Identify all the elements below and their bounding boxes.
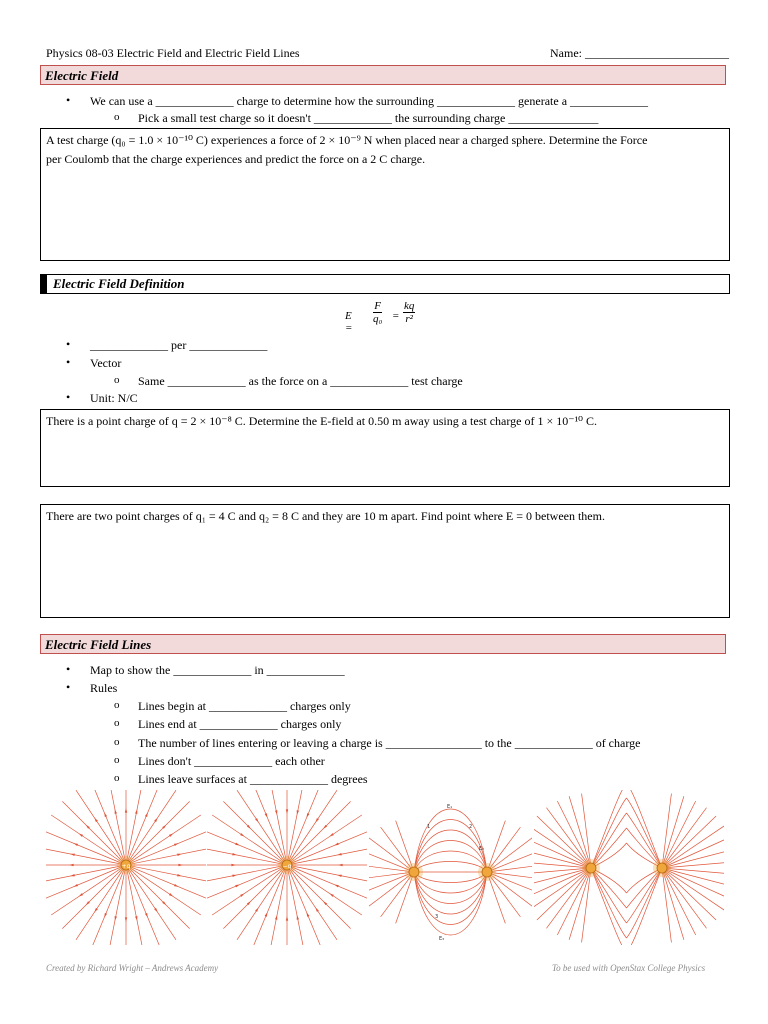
- section-heading-electric-field: [40, 65, 726, 85]
- sub-bullet-icon: o: [114, 754, 120, 766]
- field-arrow: [73, 843, 78, 846]
- footer-credit: Created by Richard Wright – Andrews Academy: [46, 963, 219, 973]
- bullet-icon: •: [66, 93, 71, 107]
- problem-text: There are two point charges of q₁ = 4 C and q₂ = 8 C and they are 10 m apart. Find point where E = 0 between them.: [46, 509, 605, 523]
- field-arrow: [70, 854, 75, 856]
- field-arrow: [235, 885, 240, 888]
- negative-charge-field-diagram: [207, 790, 367, 945]
- field-arrow: [329, 833, 333, 837]
- field-line: [108, 790, 126, 865]
- sub-bullet-icon: o: [114, 374, 120, 386]
- field-arrow: [135, 809, 137, 814]
- field-line: [414, 872, 487, 904]
- field-line: [557, 801, 591, 868]
- bullet-icon: •: [66, 680, 71, 694]
- field-arrow: [177, 854, 182, 856]
- field-arrow: [125, 808, 127, 813]
- field-arrow: [307, 813, 310, 818]
- field-arrow: [174, 843, 179, 846]
- field-line: [287, 790, 305, 865]
- field-arrow: [145, 913, 148, 918]
- name-field-label: Name: ________________________: [550, 46, 729, 60]
- field-line: [207, 865, 287, 883]
- field-arrow: [69, 864, 74, 866]
- field-arrow: [337, 853, 342, 855]
- field-arrow: [94, 908, 98, 912]
- charge-label: +q: [121, 863, 131, 870]
- problem-text-line: per Coulomb that the charge experiences and predict the force on a 2 C charge.: [46, 152, 426, 166]
- field-arrow: [240, 833, 244, 837]
- field-arrow: [334, 885, 339, 888]
- field-arrow: [315, 907, 319, 911]
- problem-text: There is a point charge of q = 2 × 10⁻⁸ C. Determine the E-field at 0.50 m away using a test charge of 1 × 10⁻¹⁰ C.: [46, 414, 597, 428]
- field-arrow: [178, 864, 183, 866]
- bullet-icon: •: [66, 355, 71, 369]
- field-arrow: [79, 833, 83, 837]
- field-line: [126, 847, 206, 865]
- field-line: [126, 865, 206, 883]
- field-arrow: [329, 893, 333, 897]
- field-arrow: [255, 907, 259, 911]
- field-line: [414, 820, 487, 873]
- sub-bullet-icon: o: [114, 772, 120, 784]
- section-title: Electric Field Definition: [53, 276, 185, 291]
- field-arrow: [104, 913, 107, 918]
- field-arrow: [174, 884, 179, 887]
- field-arrow: [232, 853, 237, 855]
- problem-text-line: A test charge (q₀ = 1.0 × 10⁻¹⁰ C) experiences a force of 2 × 10⁻⁹ N when placed near a charged sphere. Determine the Force: [46, 133, 648, 147]
- field-arrow: [338, 864, 343, 866]
- field-arrow: [104, 812, 107, 817]
- bullet-icon: •: [66, 337, 71, 351]
- problem-box-test-charge: [40, 128, 730, 261]
- page-title: Physics 08-03 Electric Field and Electric Field Lines: [46, 46, 300, 60]
- field-line: [414, 862, 487, 873]
- field-line: [591, 798, 627, 868]
- field-arrow: [334, 843, 339, 846]
- field-line: [414, 872, 487, 883]
- field-line: [662, 826, 724, 868]
- field-arrow: [232, 875, 237, 877]
- field-line: [207, 847, 287, 865]
- field-arrow: [255, 818, 259, 822]
- field-arrow: [307, 912, 310, 917]
- section-heading-electric-field-lines: [40, 634, 726, 654]
- field-line: [287, 865, 367, 883]
- field-arrow: [286, 809, 288, 814]
- field-line: [269, 865, 287, 945]
- positive-charge-field-diagram: [46, 790, 206, 945]
- charge-icon: [657, 863, 667, 873]
- field-line: [534, 826, 591, 868]
- field-line: [591, 868, 627, 938]
- charge-icon: [409, 867, 419, 877]
- sub-bullet-icon: o: [114, 699, 120, 711]
- field-line: [662, 862, 724, 868]
- section-heading-electric-field-definition: [40, 274, 730, 294]
- field-arrow: [275, 810, 277, 815]
- diagram-label: 3: [435, 914, 439, 920]
- field-line: [534, 837, 591, 868]
- footer-note: To be used with OpenStax College Physics: [552, 963, 706, 973]
- field-line: [662, 868, 724, 874]
- field-line: [627, 868, 663, 938]
- field-line: [287, 865, 305, 945]
- dipole-field-diagram: [369, 790, 532, 945]
- bullet-icon: •: [66, 390, 71, 404]
- sub-bullet-icon: o: [114, 736, 120, 748]
- field-arrow: [145, 812, 148, 817]
- charge-icon: [482, 867, 492, 877]
- field-line: [126, 865, 144, 945]
- field-line: [108, 865, 126, 945]
- field-line: [62, 865, 126, 929]
- field-line: [46, 865, 126, 883]
- field-line: [662, 801, 696, 868]
- field-arrow: [94, 818, 98, 822]
- problem-box-point-charge: [40, 409, 730, 487]
- section-title: Electric Field: [45, 68, 119, 83]
- field-arrow: [235, 843, 240, 846]
- field-line: [46, 847, 126, 865]
- field-arrow: [169, 833, 173, 837]
- field-arrow: [337, 875, 342, 877]
- field-line: [534, 868, 591, 899]
- field-line: [591, 790, 627, 868]
- field-line: [557, 868, 591, 935]
- field-line: [287, 865, 351, 929]
- sub-bullet-icon: o: [114, 111, 120, 123]
- field-line: [627, 798, 663, 868]
- diagram-label: E₁: [447, 804, 453, 810]
- sub-bullet-icon: o: [114, 717, 120, 729]
- charge-label: −q: [282, 863, 292, 870]
- field-arrow: [70, 874, 75, 876]
- field-line: [627, 790, 663, 868]
- field-arrow: [79, 893, 83, 897]
- field-arrow: [265, 813, 268, 818]
- field-line: [126, 801, 190, 865]
- charge-icon: [586, 863, 596, 873]
- field-arrow: [154, 908, 158, 912]
- like-charges-field-diagram: [534, 790, 724, 945]
- field-line: [223, 865, 287, 929]
- field-arrow: [240, 893, 244, 897]
- field-line: [223, 801, 287, 865]
- field-arrow: [275, 915, 277, 920]
- field-arrow: [169, 893, 173, 897]
- field-line: [287, 801, 351, 865]
- bullet-icon: •: [66, 662, 71, 676]
- field-arrow: [231, 864, 236, 866]
- field-line: [126, 790, 144, 865]
- diagram-label: E₃: [439, 936, 445, 942]
- diagram-label: 2: [469, 824, 473, 830]
- field-arrow: [73, 884, 78, 887]
- field-line: [534, 849, 591, 868]
- field-arrow: [265, 912, 268, 917]
- field-arrow: [125, 917, 127, 922]
- field-line: [414, 872, 487, 925]
- field-line: [62, 801, 126, 865]
- field-line: [662, 868, 724, 910]
- field-arrow: [115, 916, 117, 921]
- field-arrow: [286, 916, 288, 921]
- field-arrow: [154, 818, 158, 822]
- diagram-label: E₂: [479, 846, 485, 852]
- section-title: Electric Field Lines: [45, 637, 152, 652]
- field-line: [534, 868, 591, 887]
- problem-box-two-charges: [40, 504, 730, 618]
- field-arrow: [315, 818, 319, 822]
- diagram-label: 1: [427, 824, 431, 830]
- field-arrow: [297, 810, 299, 815]
- field-line: [534, 868, 591, 910]
- field-arrow: [177, 874, 182, 876]
- field-line: [414, 841, 487, 873]
- field-line: [126, 865, 190, 929]
- field-arrow: [135, 916, 137, 921]
- field-line: [287, 847, 367, 865]
- field-line: [662, 868, 696, 935]
- field-arrow: [297, 915, 299, 920]
- field-line: [269, 790, 287, 865]
- field-arrow: [115, 809, 117, 814]
